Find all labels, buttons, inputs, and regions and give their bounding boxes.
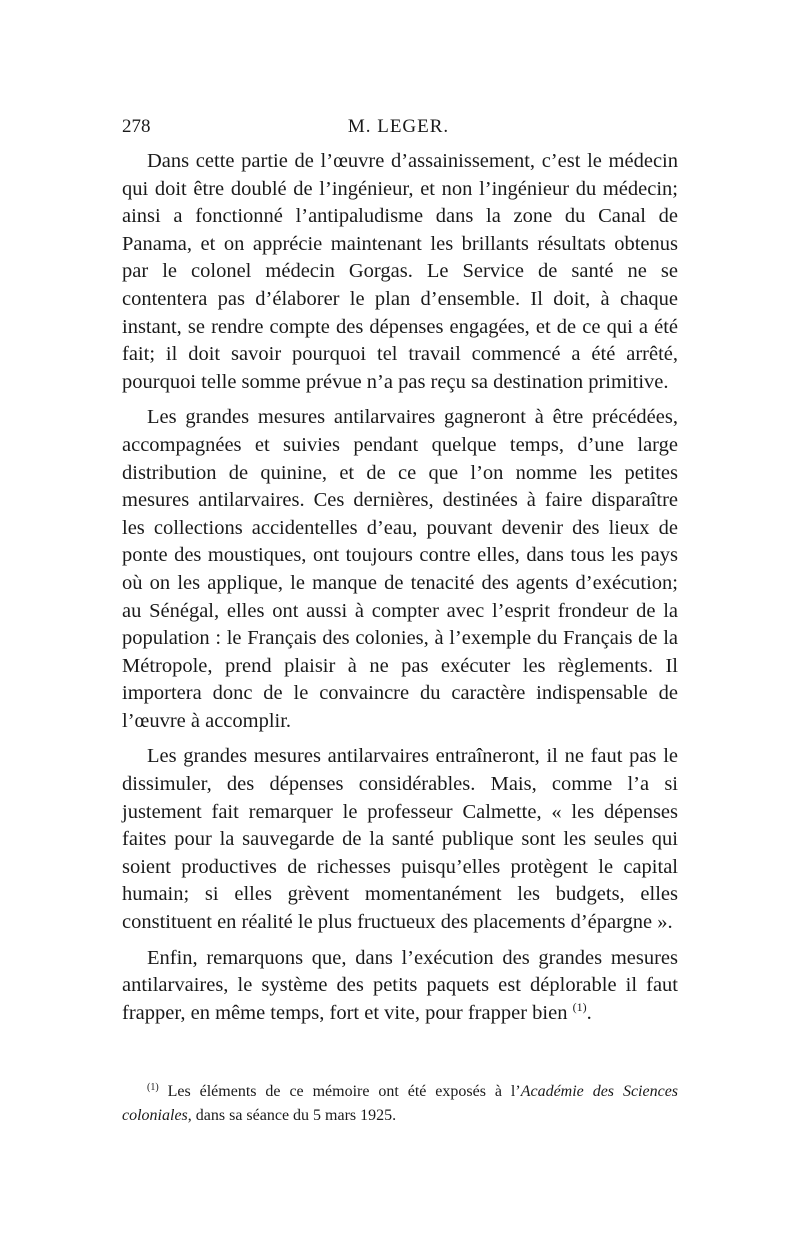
paragraph-1: Dans cette partie de l’œuvre d’assainissement, c’est le médecin qui doit être doublé de l’ingénieur, et non l’ingénieur du médecin; ainsi a fonctionné l’antipaludisme dans la zone du Canal de Panama, et on apprécie maintenant les brillants résultats obtenus par le colonel médecin Gorgas. Le Service de santé ne se contentera pas d’élaborer le plan d’ensemble. Il doit, à chaque instant, se rendre compte des dépenses engagées, et de ce qui a été fait; il doit savoir pourquoi tel travail commencé a été arrêté, pourquoi telle somme prévue n’a pas reçu sa destination primitive. [122, 150, 678, 393]
paragraph-2: Les grandes mesures antilarvaires gagneront à être précédées, accompagnées et suivies pendant quelque temps, d’une large distribution de quinine, et de ce que l’on nomme les petites mesures antilarvaires. Ces dernières, destinées à faire disparaître les collections accidentelles d’eau, pouvant devenir des lieux de ponte des moustiques, ont toujours contre elles, dans tous les pays où on les applique, le manque de tenacité des agents d’exécution; au Sénégal, elles ont aussi à compter avec l’esprit frondeur de la population : le Français des colonies, à l’exemple du Français de la Métropole, prend plaisir à ne pas exécuter les règlements. Il importera donc de le convaincre du caractère indispensable de l’œuvre à accomplir. [122, 406, 678, 732]
paragraph-4-text: Enfin, remarquons que, dans l’exécution des grandes mesures antilarvaires, le système des petits paquets est déplorable il faut frapper, en même temps, fort et vite, pour frapper bien [122, 946, 678, 1024]
running-head: M. LEGER. [347, 116, 450, 137]
page-number: 278 [122, 116, 151, 137]
footnote-text-after: , dans sa séance du 5 mars 1925. [187, 1107, 397, 1124]
footnote-reference: (1) [572, 999, 587, 1014]
body-text [122, 148, 678, 1027]
footnote-italic-title: Académie des Sciences coloniales [122, 1083, 679, 1124]
paragraph-3: Les grandes mesures antilarvaires entraîneront, il ne faut pas le dissimuler, des dépenses considérables. Mais, comme l’a si justement fait remarquer le professeur Calmette, « les dépenses faites pour la sauvegarde de la santé publique sont les seules qui soient productives de richesses puisqu’elles protègent le capital humain; si elles grèvent momentanément les budgets, elles constituent en réalité le plus fructueux des placements d’épargne ». [122, 745, 678, 934]
paragraph-4: Enfin, remarquons que, dans l’exécution des grandes mesures antilarvaires, le système des petits paquets est déplorable il faut frapper, en même temps, fort et vite, pour frapper bien $^{(1)}$. [122, 946, 678, 1024]
page-header [122, 116, 675, 140]
footnote [122, 1080, 678, 1128]
footnote-marker: (1) [147, 1082, 159, 1093]
footnote-text-before: Les éléments de ce mémoire ont été exposés à l’ [167, 1083, 521, 1100]
